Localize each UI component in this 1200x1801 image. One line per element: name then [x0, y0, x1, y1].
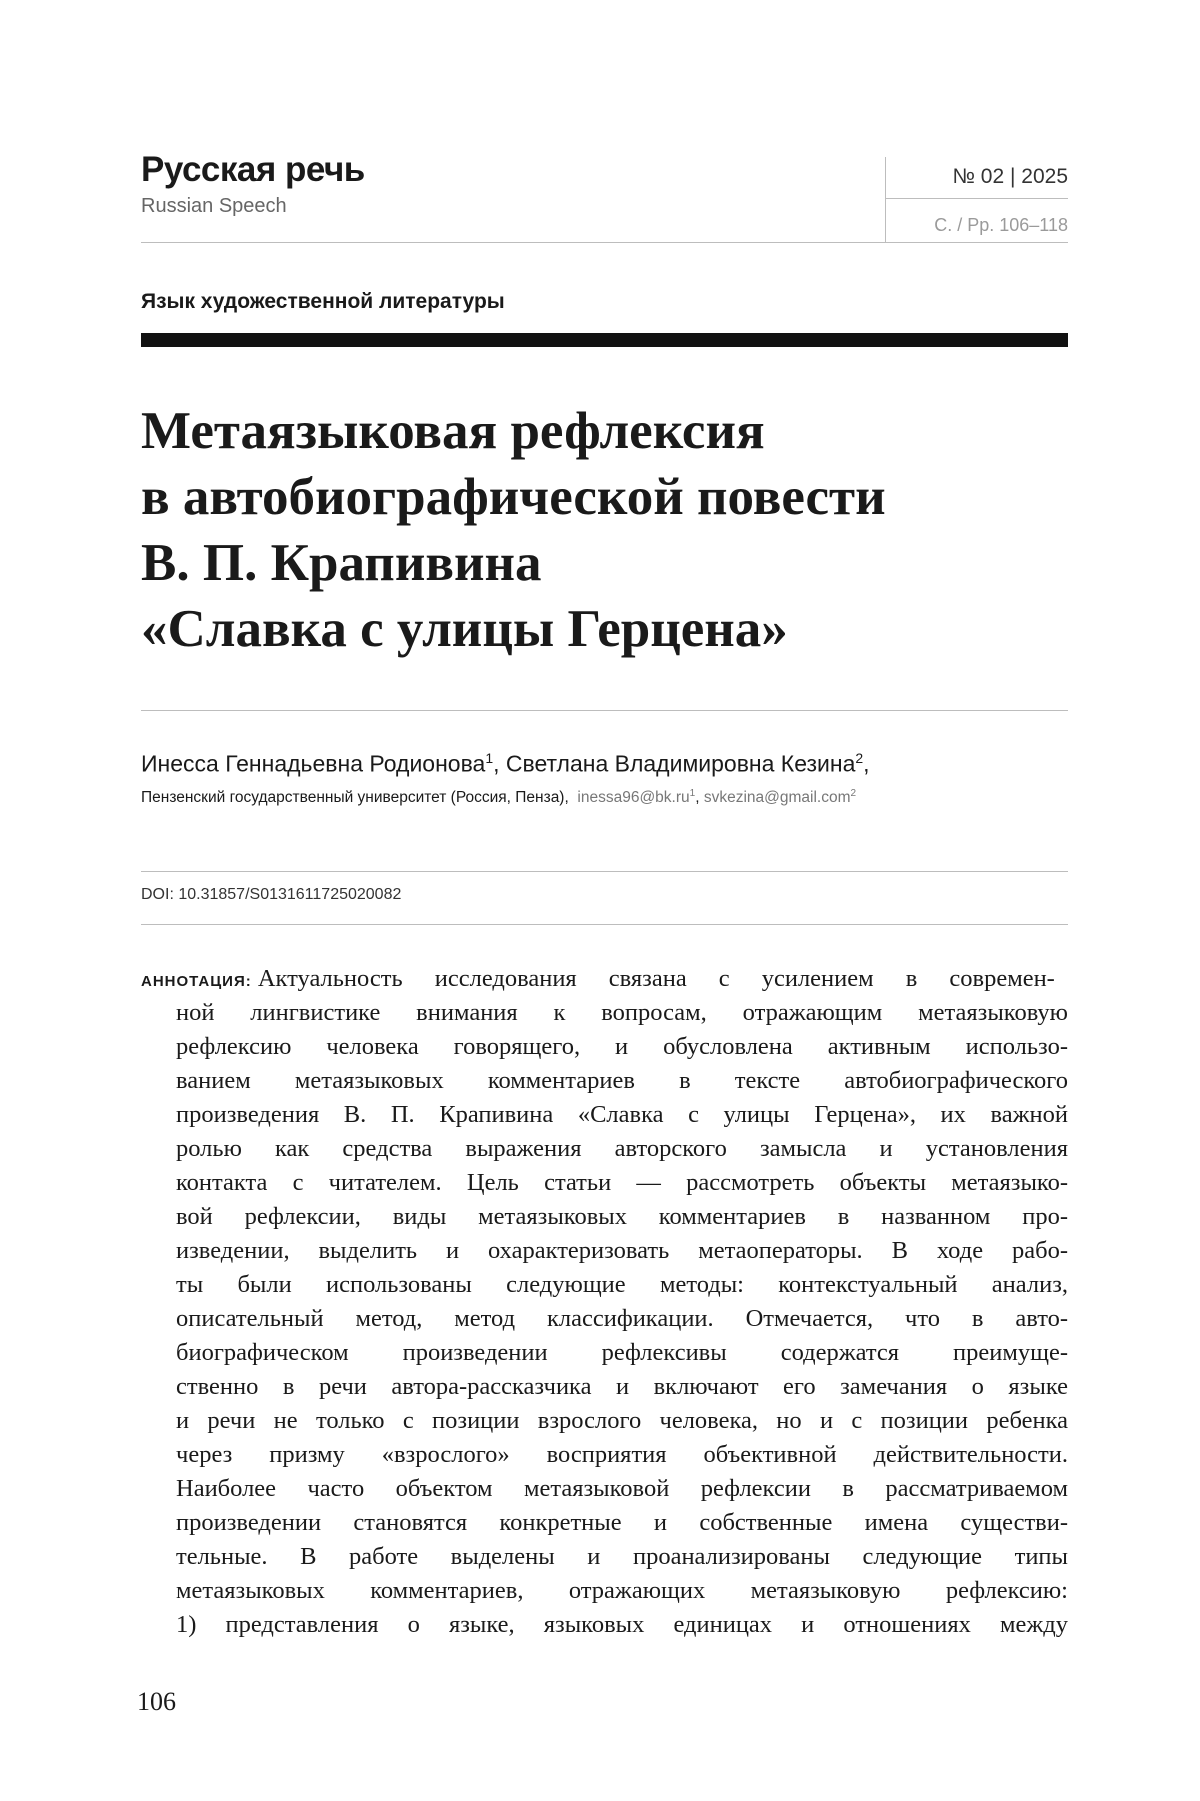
section-thick-rule — [141, 333, 1068, 347]
abstract-row — [141, 996, 1068, 1030]
abstract-line: Наиболее часто объектом метаязыковой рефлексии в рассматриваемом — [176, 1475, 1068, 1502]
author-email-link[interactable]: svkezina@gmail.com — [703, 789, 851, 807]
header-divider-vertical — [885, 157, 886, 242]
abstract-row — [141, 1268, 1068, 1302]
abstract — [141, 962, 1068, 1642]
article-title — [141, 398, 1068, 662]
doi-rule-bottom — [141, 924, 1068, 925]
page-number: 106 — [137, 1687, 176, 1716]
author-email-link[interactable]: inessa96@bk.ru — [577, 789, 690, 807]
authors — [141, 750, 870, 778]
abstract-row — [141, 1370, 1068, 1404]
header-rule — [141, 242, 1068, 243]
abstract-line: произведении становятся конкретные и собственные имена существи- — [176, 1509, 1068, 1536]
abstract-line: ты были использованы следующие методы: контекстуальный анализ, — [176, 1271, 1068, 1298]
abstract-row — [141, 1404, 1068, 1438]
abstract-row — [141, 1608, 1068, 1642]
abstract-row — [141, 1540, 1068, 1574]
abstract-line: Актуальность исследования связана с усилением в современ- — [257, 965, 1055, 992]
abstract-row — [141, 1438, 1068, 1472]
abstract-line: биографическом произведении рефлексивы содержатся преимуще- — [176, 1339, 1068, 1366]
abstract-line: произведения В. П. Крапивина «Славка с улицы Герцена», их важной — [176, 1101, 1068, 1128]
abstract-line: рефлексию человека говорящего, и обусловлена активным использо- — [176, 1033, 1068, 1060]
abstract-row — [141, 1200, 1068, 1234]
journal-subtitle: Russian Speech — [141, 195, 287, 217]
abstract-row — [141, 1506, 1068, 1540]
section-label: Язык художественной литературы — [141, 290, 505, 313]
title-line: «Славка с улицы Герцена» — [141, 600, 788, 658]
issue-divider — [886, 198, 1068, 199]
abstract-line: и речи не только с позиции взрослого человека, но и с позиции ребенка — [176, 1407, 1068, 1434]
affiliation — [141, 788, 856, 807]
title-line: в автобиографической повести — [141, 468, 886, 526]
affiliation-text: Пензенский государственный университет (Россия, Пенза), — [141, 789, 569, 807]
author-name: Светлана Владимировна Кезина — [505, 750, 856, 777]
abstract-row — [141, 1336, 1068, 1370]
author-name: Инесса Геннадьевна Родионова — [141, 750, 486, 777]
email-mark: 1 — [689, 788, 696, 799]
abstract-line: ролью как средства выражения авторского замысла и установления — [176, 1135, 1068, 1162]
author-affiliation-mark: 2 — [855, 750, 864, 766]
doi[interactable]: DOI: 10.31857/S0131611725020082 — [141, 886, 402, 903]
email-separator: , — [695, 789, 704, 807]
abstract-line: ной лингвистике внимания к вопросам, отражающим метаязыковую — [176, 999, 1068, 1026]
abstract-row — [141, 1234, 1068, 1268]
author-affiliation-mark: 1 — [485, 750, 494, 766]
abstract-label: АННОТАЦИЯ: — [141, 973, 252, 990]
abstract-row — [141, 1574, 1068, 1608]
title-line: В. П. Крапивина — [141, 534, 542, 592]
issue-number: № 02 | 2025 — [952, 165, 1068, 188]
author-separator: , — [493, 750, 506, 777]
abstract-first-row — [141, 962, 1068, 996]
abstract-line: через призму «взрослого» восприятия объективной действительности. — [176, 1441, 1068, 1468]
abstract-line: изведении, выделить и охарактеризовать метаоператоры. В ходе рабо- — [176, 1237, 1068, 1264]
doi-rule-top — [141, 871, 1068, 872]
abstract-line: тельные. В работе выделены и проанализированы следующие типы — [176, 1543, 1068, 1570]
abstract-row — [141, 1472, 1068, 1506]
page-range: С. / Pp. 106–118 — [934, 215, 1068, 235]
abstract-line: вой рефлексии, виды метаязыковых комментариев в названном про- — [176, 1203, 1068, 1230]
abstract-row — [141, 1166, 1068, 1200]
author-trail: , — [863, 750, 870, 777]
journal-title: Русская речь — [141, 150, 365, 189]
abstract-row — [141, 1030, 1068, 1064]
abstract-line: контакта с читателем. Цель статьи — рассмотреть объекты метаязыко- — [176, 1169, 1068, 1196]
title-rule — [141, 710, 1068, 711]
title-line: Метаязыковая рефлексия — [141, 402, 765, 460]
email-mark: 2 — [850, 788, 857, 799]
abstract-row — [141, 1132, 1068, 1166]
abstract-line: ственно в речи автора-рассказчика и включают его замечания о языке — [176, 1373, 1068, 1400]
abstract-row — [141, 1302, 1068, 1336]
abstract-row — [141, 1064, 1068, 1098]
abstract-line: описательный метод, метод классификации. Отмечается, что в авто- — [176, 1305, 1068, 1332]
abstract-line: 1) представления о языке, языковых единицах и отношениях между — [176, 1611, 1068, 1638]
abstract-row — [141, 1098, 1068, 1132]
abstract-line: ванием метаязыковых комментариев в тексте автобиографического — [176, 1067, 1068, 1094]
abstract-line: метаязыковых комментариев, отражающих метаязыковую рефлексию: — [176, 1577, 1068, 1604]
